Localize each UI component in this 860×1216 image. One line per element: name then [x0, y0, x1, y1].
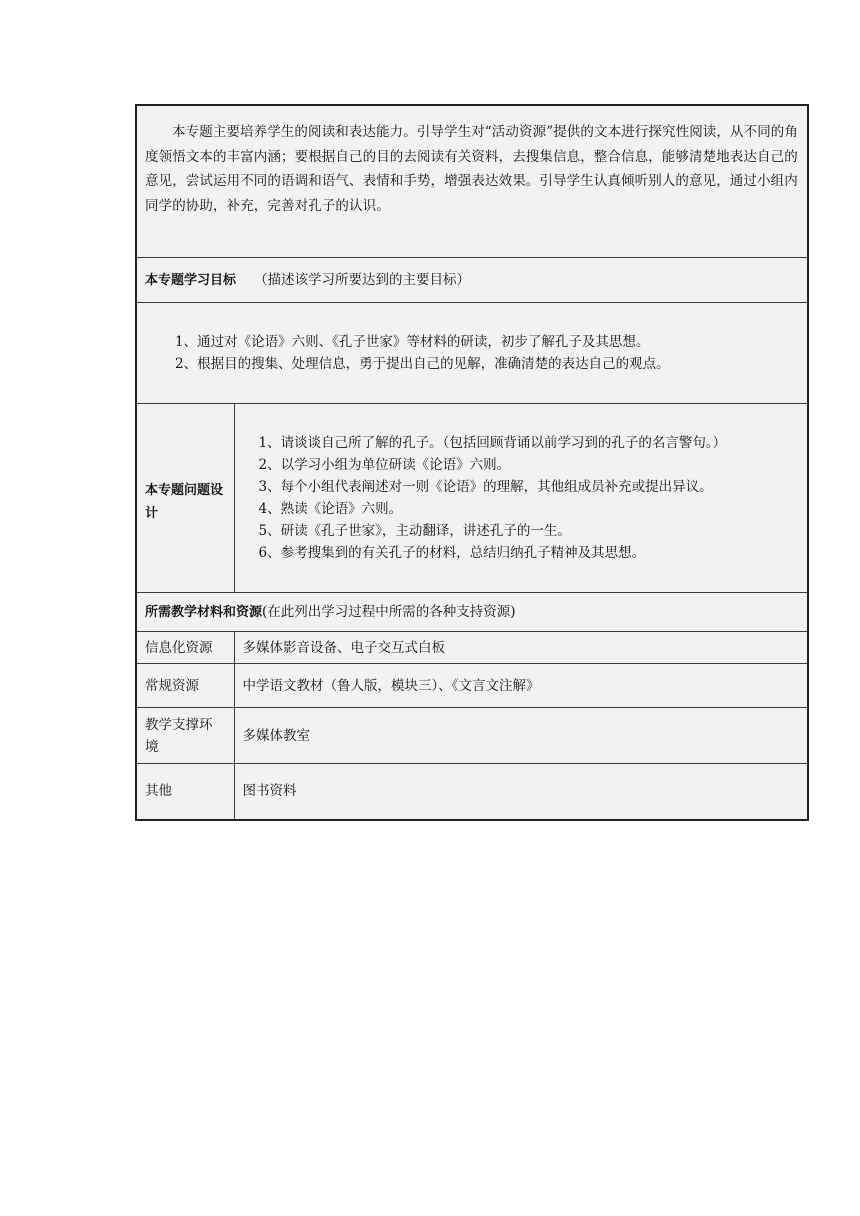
resource-value: 多媒体教室 [234, 708, 808, 764]
goals-heading-row [136, 258, 808, 303]
intro-row [136, 105, 808, 258]
resource-label: 教学支撑环境 [136, 708, 234, 764]
resources-heading-cell [136, 593, 808, 632]
resource-row [136, 708, 808, 764]
question-item: 5、研读《孔子世家》，主动翻译，讲述孔子的一生。 [258, 523, 571, 539]
question-item: 2、以学习小组为单位研读《论语》六则。 [258, 457, 511, 473]
questions-row [136, 404, 808, 593]
resource-label: 常规资源 [136, 664, 234, 708]
resource-row [136, 764, 808, 820]
question-item: 4、熟读《论语》六则。 [258, 501, 403, 517]
goal-item: 1、通过对《论语》六则、《孔子世家》等材料的研读，初步了解孔子及其思想。 [175, 334, 650, 350]
goals-row [136, 303, 808, 404]
resource-row [136, 632, 808, 664]
resources-heading-row [136, 593, 808, 632]
questions-label: 本专题问题设计 [145, 483, 224, 521]
resource-value: 中学语文教材（鲁人版，模块三）、《文言文注解》 [234, 664, 808, 708]
questions-label-cell [136, 404, 234, 593]
questions-list-cell [234, 404, 808, 593]
question-item: 1、请谈谈自己所了解的孔子。（包括回顾背诵以前学习到的孔子的名言警句。） [258, 435, 727, 451]
resource-value: 多媒体影音设备、电子交互式白板 [234, 632, 808, 664]
resource-label: 信息化资源 [136, 632, 234, 664]
intro-cell [136, 105, 808, 258]
resource-value: 图书资料 [234, 764, 808, 820]
resource-label: 其他 [136, 764, 234, 820]
goal-item: 2、根据目的搜集、处理信息，勇于提出自己的见解，准确清楚的表达自己的观点。 [175, 356, 670, 372]
goals-cell [136, 303, 808, 404]
lesson-plan-table [135, 104, 809, 821]
intro-text: 本专题主要培养学生的阅读和表达能力。引导学生对“活动资源”提供的文本进行探究性阅读，从不同的角度领悟文本的丰富内涵；要根据自己的目的去阅读有关资料，去搜集信息，整合信息，能够清楚地表达自己的意见，尝试运用不同的语调和语气、表情和手势，增强表达效果。引导学生认真倾听别人的意见，通过小组内同学的协助，补充，完善对孔子的认识。 [145, 124, 799, 214]
resources-note: (在此列出学习过程中所需的各种支持资源) [262, 603, 516, 620]
goals-heading-cell [136, 258, 808, 303]
question-item: 3、每个小组代表阐述对一则《论语》的理解，其他组成员补充或提出异议。 [258, 479, 713, 495]
goals-heading: 本专题学习目标 [145, 272, 237, 288]
goals-note: （描述该学习所要达到的主要目标） [254, 271, 471, 288]
resources-heading: 所需教学材料和资源 [145, 604, 263, 620]
question-item: 6、参考搜集到的有关孔子的材料，总结归纳孔子精神及其思想。 [258, 545, 646, 561]
resource-row [136, 664, 808, 708]
